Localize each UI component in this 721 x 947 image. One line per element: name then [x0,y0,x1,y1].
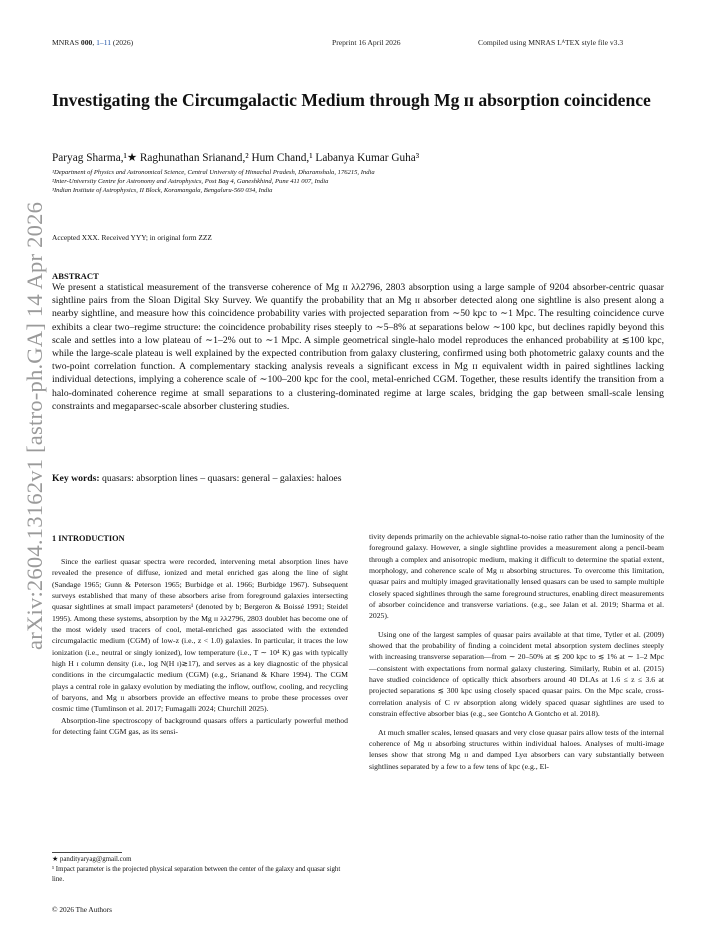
abstract-heading: ABSTRACT [52,271,99,281]
copyright: © 2026 The Authors [52,905,112,914]
footnote-impact-parameter: ¹ Impact parameter is the projected physical separation between the center of the galaxy and quasar sight line. [52,866,341,883]
running-header-preprint: Preprint 16 April 2026 [332,38,401,47]
paper-title: Investigating the Circumgalactic Medium through Mg ɪɪ absorption coincidence [52,90,651,110]
paragraph: tivity depends primarily on the achievable signal-to-noise ratio rather than the luminosity of the foreground galaxy. However, a single sightline provides a measurement along a pencil-beam through a complex and anisotropic medium, making it difficult to determine the spatial extent, morphology, and coherence scale of Mg ɪɪ absorbing structures. To overcome this limitation, quasar pairs and multiply imaged gravitationally lensed quasars can be used to sample multiple closely spaced sightlines through the same foreground structures, enabling direct measurements of absorber coincidence and transverse variations. (e.g., see Jalan et al. 2019; Sharma et al. 2025). [369,532,664,621]
affiliation-2: ²Inter-University Centre for Astronomy and Astrophysics, Post Bag 4, Ganeshkhind, Pune 411 007, India [52,178,329,185]
paragraph: Absorption-line spectroscopy of background quasars offers a particularly powerful method for detecting faint CGM gas, as its sensi- [52,715,348,737]
footnote-email: ★ pandityaryag@gmail.com [52,856,132,863]
body-column-right [369,531,664,772]
body-column-left [52,556,348,738]
arxiv-stamp[interactable]: arXiv:2604.13162v1 [astro-ph.GA] 14 Apr 2026 [22,201,47,650]
paragraph: Using one of the largest samples of quasar pairs available at that time, Tytler et al. (2009) showed that the probability of finding a coincident metal absorption system declines steeply with increasing transverse separation—from ∼ 20–50% at ≲ 200 kpc to ≲ 1% at ∼ 1–2 Mpc—consistent with expectations from normal galaxy clustering. Similarly, Rubin et al. (2015) have studied coincidence of optically thick absorbers around 40 DLAs at 1.6 ≤ z ≤ 3.6 at projected separations ≲ 300 kpc using closely spaced quasar pairs. On the Mpc scale, cross-correlation analysis of C ɪᴠ absorption along widely spaced quasar sightlines are used to constrain effective absorber bias (e.g., see Gontcho A Gontcho et al. 2018). [369,629,664,719]
paragraph: Since the earliest quasar spectra were recorded, intervening metal absorption lines have revealed the presence of diffuse, ionized and metal enriched gas along the line of sight (Sandage 1965; Gunn & Peterson 1965; Burbidge et al. 1966; Burbidge 1967). Subsequent surveys established that many of these absorbers arise from foreground galaxies intersecting quasar sightlines at small impact parameters¹ (denoted by b; Bergeron & Boissé 1991; Steidel 1995). Among these systems, absorption by the Mg ɪɪ λλ2796, 2803 doublet has become one of the most widely used tracers of cool, metal-enriched gas associated with the extended circumgalactic medium (CGM) of low-z (i.e., z < 1.0) galaxies. In particular, it traces the low ionization (i.e., neutral or singly ionized), low temperature (i.e., T ∼ 10⁴ K) gas with typically high H ɪ column density (i.e., log N(H ɪ)≳17), and serves as a key diagnostic of the physical conditions in the circumgalactic medium (CGM) (e.g., Srianand & Khare 1994). The CGM plays a central role in galaxy evolution by mediating the inflow, outflow, cooling, and recycling of baryons, and Mg ɪɪ absorbers provide an effective means to probe these processes over cosmic time (Tumlinson et al. 2017; Fumagalli 2024; Churchill 2025). [52,557,348,714]
journal-pages-link[interactable]: 1–11 [96,38,112,47]
keywords-label: Key words: [52,473,100,484]
author-list: Paryag Sharma,¹★ Raghunathan Srianand,² Hum Chand,¹ Labanya Kumar Guha³ [52,152,420,164]
running-header-journal [52,38,133,47]
keywords-list: quasars: absorption lines – quasars: general – galaxies: haloes [102,473,342,484]
affiliation-3: ³Indian Institute of Astrophysics, II Block, Koramangala, Bengaluru-560 034, India [52,187,273,194]
journal-name: MNRAS [52,38,81,47]
footnote-rule [52,852,122,853]
affiliation-1: ¹Department of Physics and Astronomical Science, Central University of Himachal Pradesh, Dharamshala, 176215, India [52,169,375,176]
keywords-line [52,473,341,484]
journal-volume: 000 [80,38,93,47]
journal-year: (2026) [111,38,134,47]
journal-separator: , [92,38,97,47]
running-header-compiled: Compiled using MNRAS LᴬTEX style file v3.3 [478,38,624,47]
accepted-line: Accepted XXX. Received YYY; in original form ZZZ [52,233,212,242]
abstract-text: We present a statistical measurement of the transverse coherence of Mg ɪɪ λλ2796, 2803 absorption using a large sample of 9204 absorber-centric quasar sightline pairs from the Sloan Digital Sky Survey. We quantify the probability that an Mg ɪɪ absorber detected along one sightline is also present along a nearby sightline, and measure how this coincidence probability varies with projected separation from ∼50 kpc to ∼1 Mpc. The resulting coincidence curve exhibits a clear two–regime structure: the coincidence probability rises steeply to ∼5–8% at separations below ∼100 kpc, but declines rapidly beyond this scale and settles into a low plateau of ∼1–2% out to ∼1 Mpc. A simple geometrical single-halo model reproduces the enhanced probability at ≲100 kpc, while the large-scale plateau is well explained by the expected contribution from galaxy clustering, confirmed using both photometric galaxy counts and the two-point correlation function. A complementary stacking analysis reveals a significant excess in Mg ɪɪ equivalent width in paired sightlines lacking individual detections, implying a coherence scale of ∼100–200 kpc for the cool, metal-enriched CGM. Together, these results identify the transition from a halo-dominated coherence regime at small separations to a clustering-dominated regime at large scales, bridging the gap between small-scale lensing constraints and megaparsec-scale absorber clustering studies. [52,282,664,412]
paragraph: At much smaller scales, lensed quasars and very close quasar pairs allow tests of the internal coherence of Mg ɪɪ absorbing structures within individual haloes. Analyses of multi-image lenses show that strong Mg ɪɪ and damped Lyα absorbers can vary substantially between sightlines separated by a few to a few tens of kpc (e.g., El- [369,727,664,771]
section-heading-introduction: 1 INTRODUCTION [52,534,125,543]
